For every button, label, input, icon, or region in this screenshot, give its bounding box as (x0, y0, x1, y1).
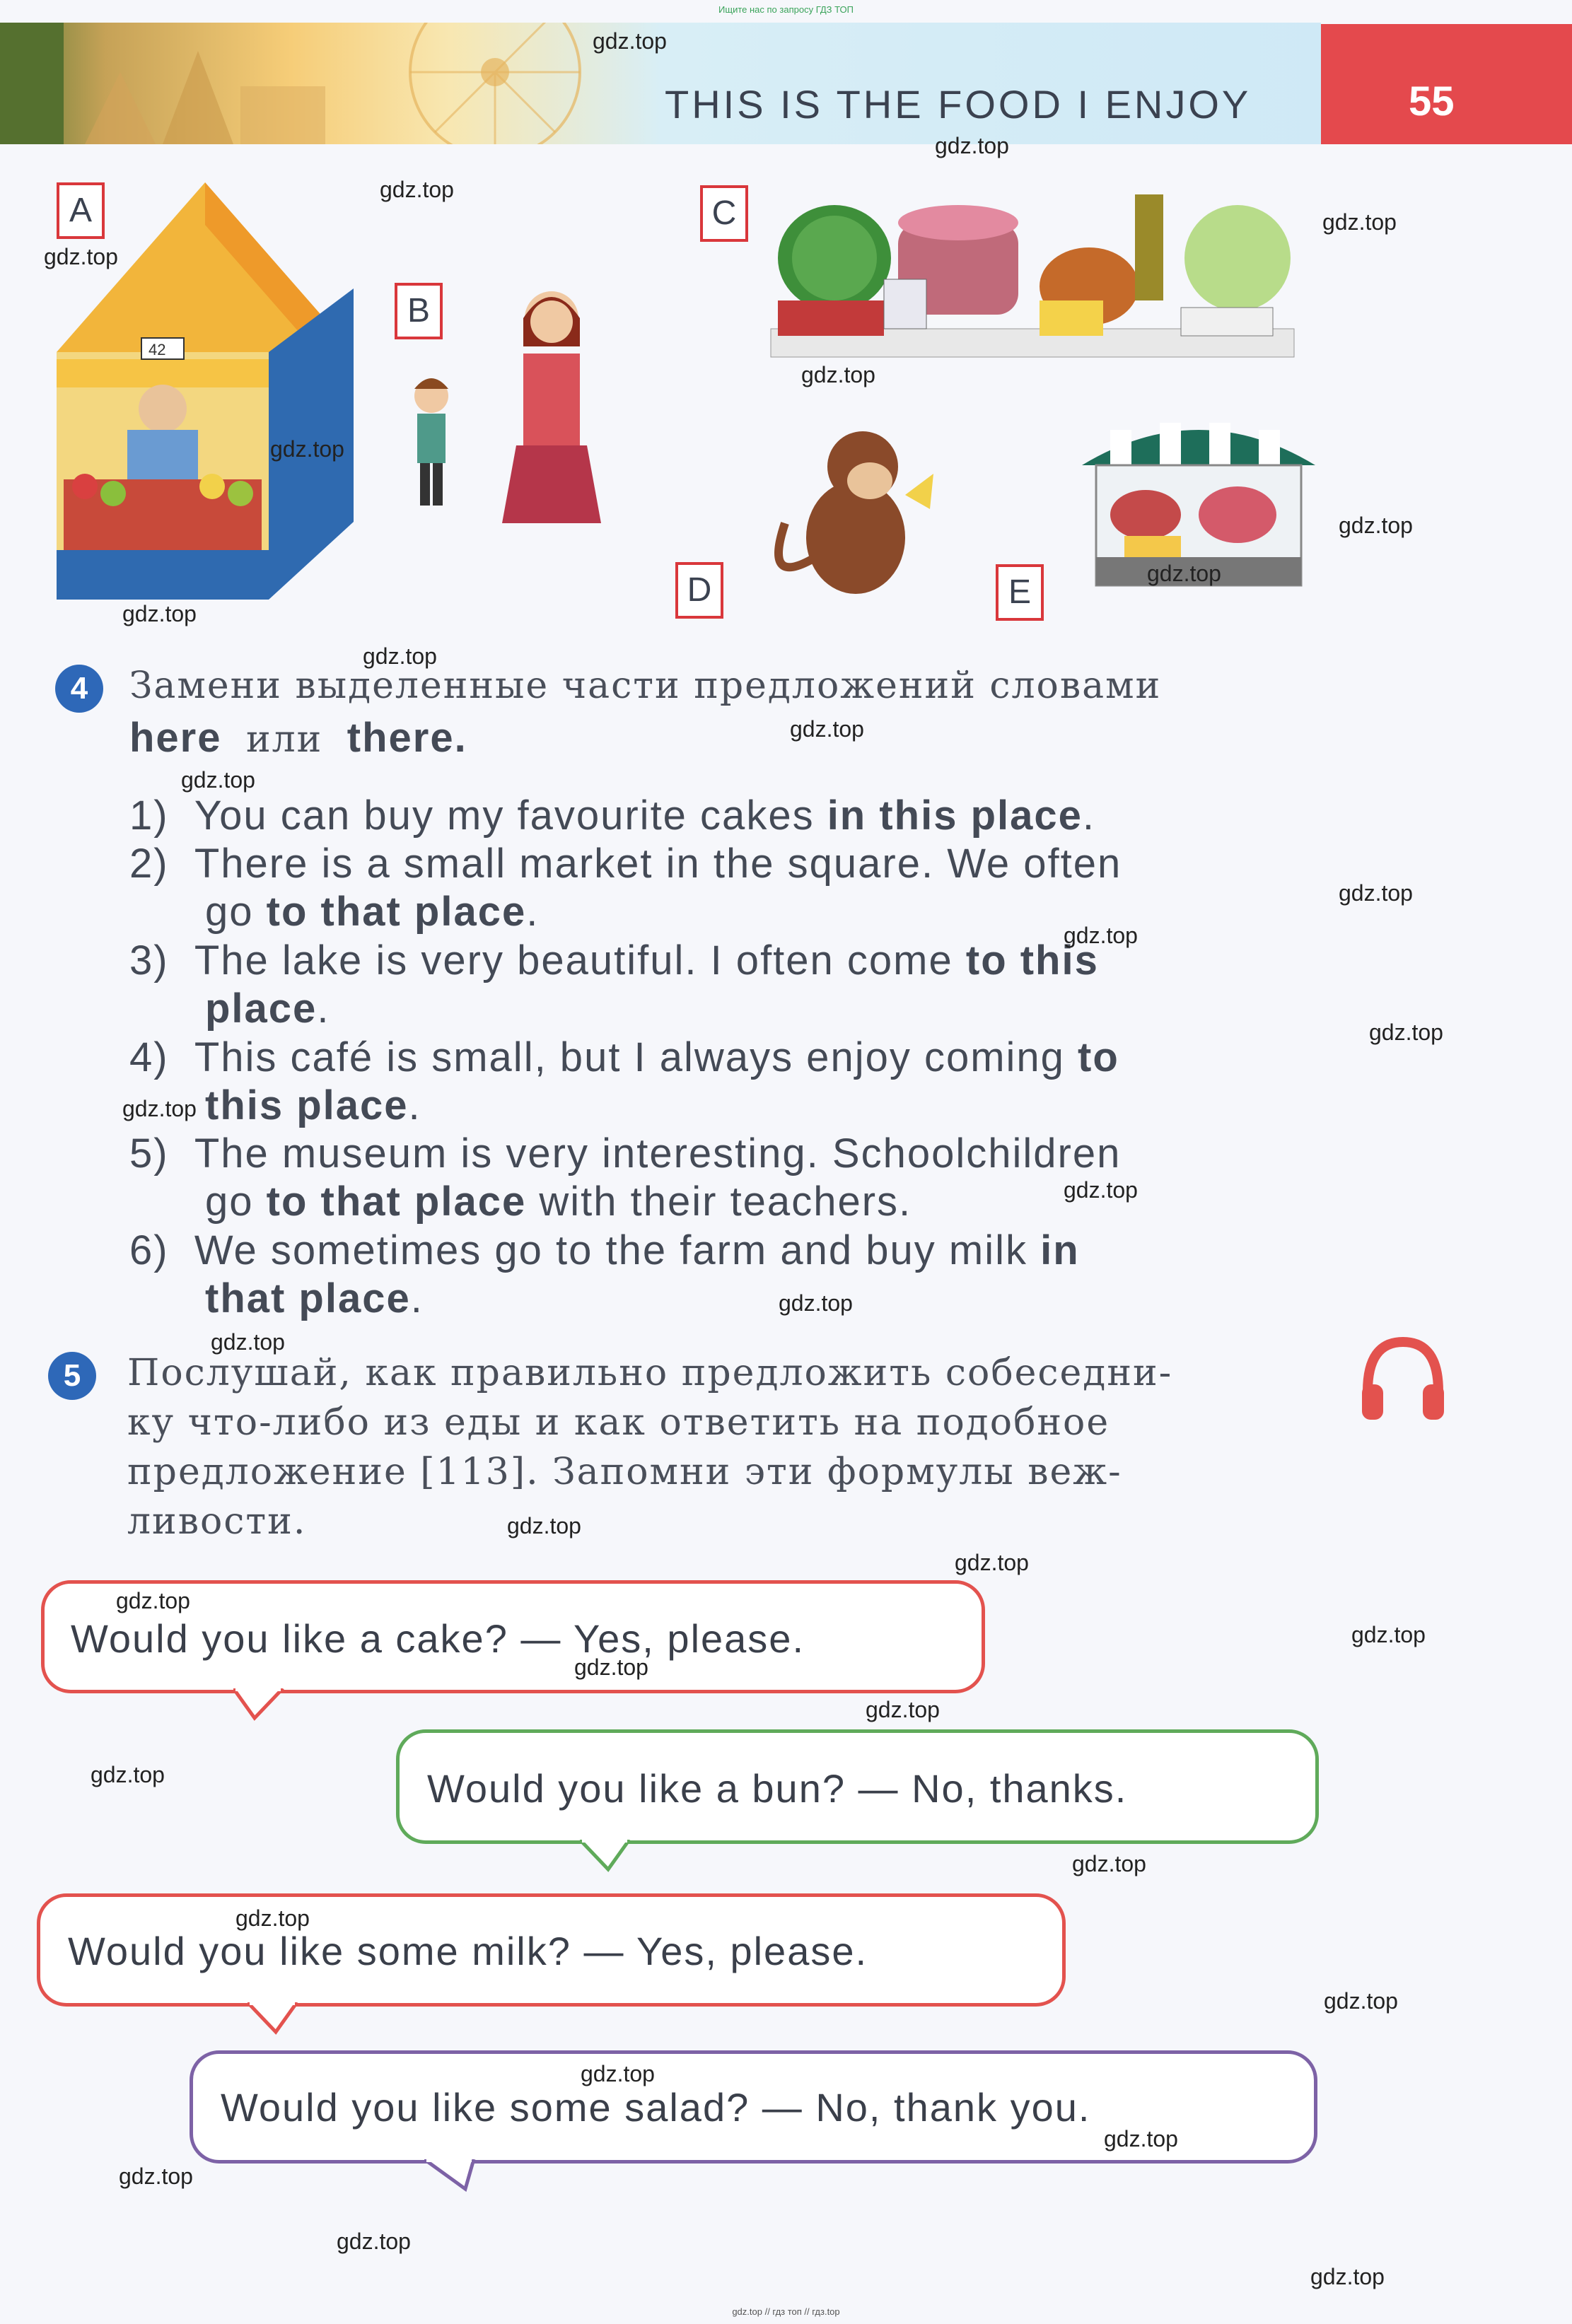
watermark: gdz.top (1064, 923, 1138, 948)
watermark: gdz.top (1072, 1851, 1146, 1876)
watermark: gdz.top (801, 362, 875, 387)
watermark: gdz.top (1369, 1020, 1443, 1045)
watermark: gdz.top (211, 1329, 285, 1355)
bubble-tail (424, 2159, 481, 2195)
fairground-illustration (0, 23, 636, 144)
watermark: gdz.top (44, 244, 118, 269)
exercise-4-number: 4 (55, 665, 103, 713)
exercise-4-item-cont: this place. (205, 1082, 421, 1128)
word-here: here (129, 715, 222, 761)
watermark: gdz.top (270, 436, 344, 462)
top-note: Ищите нас по запросу ГДЗ ТОП (718, 4, 854, 15)
watermark: gdz.top (507, 1513, 581, 1538)
watermark: gdz.top (116, 1588, 190, 1613)
dialogue-text-1: Would you like a cake? — Yes, please. (71, 1616, 805, 1661)
watermark: gdz.top (1339, 513, 1413, 538)
watermark: gdz.top (581, 2061, 655, 2086)
watermark: gdz.top (1104, 2126, 1178, 2151)
watermark: gdz.top (337, 2229, 411, 2254)
page-number: 55 (1409, 78, 1455, 124)
exercise-4-item: 5) The museum is very interesting. Schoolchildren (129, 1131, 1122, 1176)
exercise-4-instruction: Замени выделенные части предложений словами (129, 665, 1162, 707)
label-d: D (675, 562, 723, 619)
watermark: gdz.top (1324, 1988, 1398, 2014)
exercise-4-item-cont: go to that place with their teachers. (205, 1179, 912, 1225)
page-title: THIS IS THE FOOD I ENJOY (665, 82, 1252, 127)
watermark: gdz.top (574, 1654, 648, 1680)
watermark: gdz.top (122, 601, 197, 626)
watermark: gdz.top (593, 28, 667, 54)
exercise-4-item: 1) You can buy my favourite cakes in this place. (129, 793, 1096, 839)
exercise-5-line: ку что-либо из еды и как ответить на подобное (127, 1401, 1110, 1444)
stall-sign: 42 (149, 341, 166, 358)
exercise-4-item-cont: place. (205, 986, 330, 1032)
watermark: gdz.top (122, 1096, 197, 1121)
watermark: gdz.top (119, 2164, 193, 2189)
label-b: B (395, 283, 443, 339)
exercise-5-line: ливости. (127, 1500, 307, 1543)
label-a: A (57, 182, 105, 239)
teacher-and-boy-picture (396, 276, 636, 530)
watermark: gdz.top (181, 767, 255, 793)
exercise-5-line: Послушай, как правильно предложить собеседни- (127, 1352, 1173, 1394)
headphones-icon[interactable] (1359, 1335, 1448, 1423)
monkey-picture (764, 417, 948, 608)
label-e: E (996, 564, 1044, 621)
watermark: gdz.top (1064, 1177, 1138, 1203)
exercise-4-item: 4) This café is small, but I always enjoy coming to (129, 1034, 1119, 1080)
exercise-5-number: 5 (48, 1352, 96, 1400)
watermark: gdz.top (1310, 2264, 1385, 2289)
footer-note: gdz.top // гдз топ // гдз.top (732, 2306, 840, 2317)
watermark: gdz.top (235, 1905, 310, 1931)
food-table-picture (757, 180, 1308, 385)
word-there: there. (347, 715, 467, 761)
dialogue-text-2: Would you like a bun? — No, thanks. (427, 1766, 1128, 1811)
word-or: или (245, 718, 323, 761)
exercise-4-item: 2) There is a small market in the square. We often (129, 841, 1122, 887)
bubble-tail (233, 1688, 290, 1724)
exercise-4-item-cont: go to that place. (205, 889, 540, 935)
watermark: gdz.top (1322, 209, 1397, 235)
watermark: gdz.top (866, 1697, 940, 1722)
exercise-5-line: предложение [113]. Запомни эти формулы веж- (127, 1451, 1122, 1493)
watermark: gdz.top (935, 133, 1009, 158)
watermark: gdz.top (363, 643, 437, 669)
exercise-4-item: 3) The lake is very beautiful. I often come to this (129, 938, 1099, 983)
watermark: gdz.top (779, 1290, 853, 1316)
watermark: gdz.top (790, 716, 864, 742)
watermark: gdz.top (955, 1550, 1029, 1575)
bubble-tail (580, 1840, 636, 1875)
dialogue-text-4: Would you like some salad? — No, thank you. (221, 2085, 1091, 2130)
watermark: gdz.top (91, 1762, 165, 1787)
watermark: gdz.top (1339, 880, 1413, 906)
watermark: gdz.top (1147, 561, 1221, 586)
exercise-4-item: 6) We sometimes go to the farm and buy milk in (129, 1227, 1080, 1273)
label-c: C (700, 185, 748, 242)
exercise-4-item-cont: that place. (205, 1275, 424, 1321)
watermark: gdz.top (1351, 1622, 1426, 1647)
dialogue-text-3: Would you like some milk? — Yes, please. (68, 1929, 868, 1973)
bubble-tail (248, 2002, 304, 2038)
watermark: gdz.top (380, 177, 454, 202)
